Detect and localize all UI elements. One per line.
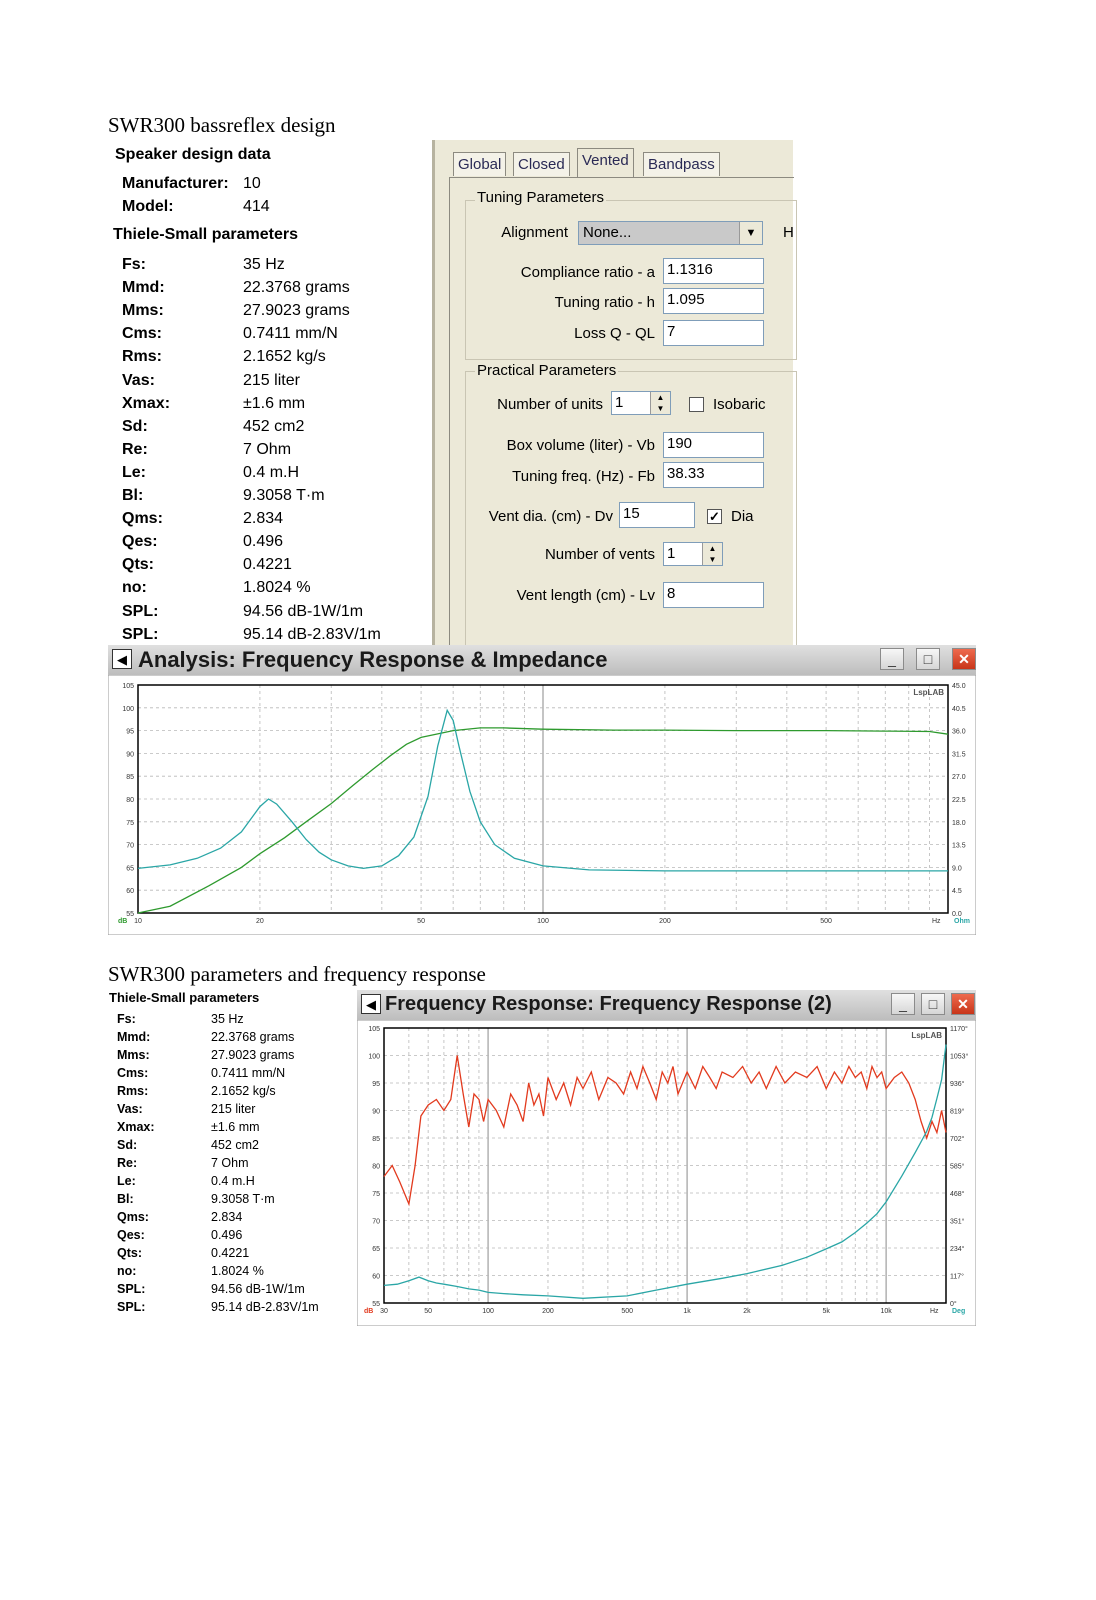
param-value: 27.9023 grams [243, 302, 350, 320]
y2-tick-label: 117° [950, 1273, 964, 1281]
param-value: 9.3058 T·m [211, 1192, 275, 1206]
param-value: 0.4221 [211, 1246, 250, 1260]
param-value: 22.3768 grams [243, 279, 350, 297]
chevron-down-icon[interactable]: ▼ [739, 222, 762, 244]
param-value: 2.834 [243, 510, 284, 528]
y-tick-label: 95 [126, 728, 134, 736]
box-volume-label: Box volume (liter) - Vb [506, 437, 655, 454]
param-label: no: [122, 579, 147, 597]
dia-checkbox[interactable]: ✓ [707, 509, 722, 524]
y-tick-label: 75 [372, 1191, 380, 1198]
param-value: 95.14 dB-2.83V/1m [243, 625, 381, 643]
section1-title: SWR300 bassreflex design [108, 113, 336, 137]
x-tick-label: 10 [134, 918, 142, 925]
loss-q-label: Loss Q - QL [574, 325, 655, 342]
dia-label: Dia [731, 508, 754, 525]
param-label: Le: [122, 463, 146, 481]
y-tick-label: 65 [126, 865, 134, 873]
ts-params-heading-small: Thiele-Small parameters [109, 990, 260, 1005]
param-label: Sd: [122, 417, 148, 435]
param-label: SPL: [117, 1300, 146, 1314]
y2-tick-label: 22.5 [952, 797, 966, 804]
x-tick-label: 30 [380, 1308, 388, 1315]
param-label: Mmd: [122, 279, 165, 297]
model-label: Model: [122, 198, 174, 215]
spinner-down-icon[interactable]: ▼ [650, 403, 670, 414]
chart2-plot [357, 1020, 976, 1326]
x-tick-label: 100 [482, 1308, 494, 1315]
y-tick-label: 55 [372, 1301, 380, 1308]
number-of-vents-value: 1 [667, 545, 676, 562]
param-value: 1.8024 % [211, 1264, 264, 1278]
param-label: Re: [117, 1156, 138, 1170]
y2-unit-label: Deg [952, 1308, 966, 1315]
tab-bandpass[interactable]: Bandpass [643, 152, 720, 176]
param-value: ±1.6 mm [243, 394, 306, 412]
practical-parameters-title: Practical Parameters [477, 362, 617, 379]
y2-tick-label: 702° [950, 1136, 965, 1143]
y2-tick-label: 9.0 [952, 865, 962, 873]
vent-dia-field[interactable]: 15 [619, 502, 695, 528]
alignment-select[interactable] [578, 221, 763, 245]
param-value: 2.1652 kg/s [211, 1084, 276, 1098]
param-label: Bl: [122, 487, 144, 504]
speaker-icon: ◀ [112, 649, 132, 669]
param-label: Cms: [122, 325, 163, 343]
param-value: 452 cm2 [211, 1138, 259, 1152]
maximize-icon[interactable]: □ [916, 648, 940, 670]
number-of-vents-label: Number of vents [544, 546, 655, 563]
param-label: Qes: [122, 533, 158, 551]
param-label: Qts: [122, 556, 154, 574]
param-value: 0.7411 mm/N [243, 325, 338, 343]
ts-params-heading: Thiele-Small parameters [113, 226, 298, 243]
param-value: 9.3058 T·m [243, 487, 325, 504]
y-unit-label: dB [118, 918, 128, 925]
minimize-icon[interactable]: _ [880, 648, 904, 670]
param-value: 22.3768 grams [211, 1030, 295, 1044]
param-label: Qms: [122, 510, 163, 528]
y-tick-label: 60 [126, 888, 134, 896]
compliance-ratio-field[interactable]: 1.1316 [663, 258, 764, 284]
manufacturer-value: 10 [243, 175, 261, 192]
y2-tick-label: 36.0 [952, 728, 966, 736]
tuning-ratio-field[interactable]: 1.095 [663, 288, 764, 314]
chart2-title: Frequency Response: Frequency Response (2) [385, 993, 832, 1015]
param-label: Qms: [117, 1210, 149, 1224]
x-tick-label: 2k [743, 1308, 751, 1315]
y2-tick-label: 31.5 [952, 751, 966, 759]
y-tick-label: 100 [368, 1053, 380, 1061]
y2-tick-label: 468° [950, 1191, 965, 1198]
x-tick-label: 200 [659, 918, 671, 925]
param-label: Fs: [117, 1012, 136, 1026]
y2-tick-label: 1170° [950, 1026, 968, 1033]
param-value: 35 Hz [211, 1012, 244, 1026]
x-tick-label: 10k [880, 1308, 892, 1315]
chart-background [357, 1020, 976, 1326]
param-value: ±1.6 mm [211, 1120, 260, 1134]
param-label: Mms: [117, 1048, 150, 1062]
y-tick-label: 105 [368, 1026, 380, 1033]
x-unit-label: Hz [930, 1308, 939, 1315]
minimize-icon[interactable]: _ [891, 993, 915, 1015]
param-label: Fs: [122, 256, 146, 273]
y2-tick-label: 4.5 [952, 888, 962, 896]
y2-tick-label: 27.0 [952, 774, 966, 782]
x-tick-label: 50 [424, 1308, 433, 1315]
tab-global[interactable]: Global [453, 152, 506, 176]
param-value: 7 Ohm [211, 1156, 249, 1170]
param-value: 1.8024 % [243, 579, 311, 597]
param-value: 452 cm2 [243, 417, 305, 435]
param-label: Mmd: [117, 1030, 151, 1044]
y2-tick-label: 0° [950, 1301, 957, 1308]
box-volume-field[interactable]: 190 [663, 432, 764, 458]
y2-tick-label: 0.0 [952, 911, 962, 918]
param-value: 35 Hz [243, 256, 285, 273]
y-tick-label: 75 [126, 819, 134, 827]
y-tick-label: 90 [372, 1108, 380, 1116]
number-of-vents-spinner[interactable] [663, 542, 723, 566]
y-tick-label: 95 [372, 1081, 380, 1088]
vent-length-label: Vent length (cm) - Lv [516, 587, 655, 604]
param-value: 2.834 [211, 1210, 243, 1224]
y2-tick-label: 1053° [950, 1053, 969, 1061]
param-value: 0.496 [243, 533, 284, 551]
param-value: 94.56 dB-1W/1m [211, 1282, 305, 1296]
x-tick-label: 20 [256, 918, 264, 925]
y-tick-label: 60 [372, 1273, 380, 1281]
param-label: Le: [117, 1174, 136, 1188]
y-tick-label: 65 [372, 1246, 380, 1253]
y2-unit-label: Ohm [954, 918, 970, 925]
y-tick-label: 80 [126, 797, 134, 804]
x-unit-label: Hz [932, 918, 941, 925]
param-label: SPL: [122, 625, 159, 643]
y2-tick-label: 351° [950, 1218, 965, 1226]
tab-vented[interactable]: Vented [577, 148, 634, 178]
y-tick-label: 105 [122, 683, 134, 690]
alignment-value: None... [583, 224, 632, 241]
param-label: Sd: [117, 1138, 138, 1152]
param-label: Bl: [117, 1192, 134, 1206]
y2-tick-label: 40.5 [952, 705, 966, 713]
y-tick-label: 70 [372, 1218, 380, 1226]
y-tick-label: 100 [122, 705, 134, 713]
manufacturer-label: Manufacturer: [122, 175, 229, 192]
y-tick-label: 80 [372, 1163, 380, 1171]
vent-dia-label: Vent dia. (cm) - Dv [488, 508, 613, 525]
x-tick-label: 5k [822, 1308, 830, 1315]
isobaric-label: Isobaric [713, 396, 766, 413]
param-label: Re: [122, 440, 148, 458]
chart1-titlebar[interactable] [108, 645, 976, 675]
param-value: 215 liter [243, 371, 300, 389]
chart1-title: Analysis: Frequency Response & Impedance [138, 647, 608, 672]
x-tick-label: 100 [537, 918, 549, 925]
chart2-titlebar[interactable] [357, 990, 976, 1020]
chart-background [108, 675, 976, 935]
close-icon[interactable]: ✕ [952, 648, 976, 670]
param-value: 94.56 dB-1W/1m [243, 602, 364, 620]
x-tick-label: 1k [683, 1308, 691, 1315]
y2-tick-label: 234° [950, 1246, 965, 1253]
param-label: Vas: [117, 1102, 143, 1116]
compliance-ratio-label: Compliance ratio - a [520, 264, 655, 281]
chart1-plot [108, 675, 976, 935]
param-value: 215 liter [211, 1102, 256, 1116]
tuning-freq-label: Tuning freq. (Hz) - Fb [512, 468, 655, 485]
y2-tick-label: 13.5 [952, 842, 966, 850]
param-label: Mms: [122, 302, 164, 320]
param-label: Xmax: [122, 394, 171, 412]
x-tick-label: 500 [621, 1308, 634, 1315]
watermark-label: LspLAB [913, 688, 944, 697]
isobaric-checkbox[interactable] [689, 397, 704, 412]
loss-q-field[interactable]: 7 [663, 320, 764, 346]
param-value: 27.9023 grams [211, 1048, 295, 1062]
param-value: 95.14 dB-2.83V/1m [211, 1300, 319, 1314]
side-letter: H [783, 224, 794, 241]
param-value: 7 Ohm [243, 440, 292, 458]
tuning-parameters-title: Tuning Parameters [477, 189, 605, 206]
param-value: 0.496 [211, 1228, 243, 1242]
x-tick-label: 500 [820, 918, 832, 925]
param-label: Qts: [117, 1246, 142, 1260]
param-value: 0.4 m.H [211, 1174, 255, 1188]
tab-closed[interactable]: Closed [513, 152, 570, 176]
param-label: Cms: [117, 1066, 149, 1080]
section2-title: SWR300 parameters and frequency response [108, 962, 486, 986]
param-label: Rms: [122, 348, 163, 366]
y-tick-label: 90 [126, 751, 134, 759]
param-value: 2.1652 kg/s [243, 348, 326, 366]
spinner-up-icon[interactable]: ▲ [702, 543, 722, 554]
y-tick-label: 55 [126, 911, 134, 918]
param-label: Xmax: [117, 1120, 155, 1134]
param-value: 0.4 m.H [243, 463, 300, 481]
param-label: Vas: [122, 371, 155, 389]
vent-length-field[interactable]: 8 [663, 582, 764, 608]
box-design-dialog [432, 140, 793, 648]
speaker-icon: ◀ [361, 994, 381, 1014]
watermark-label: LspLAB [911, 1031, 942, 1040]
y2-tick-label: 585° [950, 1163, 965, 1171]
y-unit-label: dB [364, 1308, 374, 1315]
x-tick-label: 50 [417, 918, 425, 925]
param-label: SPL: [117, 1282, 146, 1296]
param-label: Qes: [117, 1228, 145, 1242]
speaker-design-heading: Speaker design data [115, 146, 271, 163]
y-tick-label: 85 [126, 774, 134, 782]
model-value: 414 [243, 198, 270, 215]
y2-tick-label: 45.0 [952, 683, 966, 690]
y2-tick-label: 18.0 [952, 819, 966, 827]
y-tick-label: 85 [372, 1136, 380, 1143]
x-tick-label: 200 [542, 1308, 554, 1315]
number-of-units-label: Number of units [497, 396, 603, 413]
param-label: no: [117, 1264, 137, 1278]
alignment-label: Alignment [501, 224, 568, 241]
y2-tick-label: 819° [950, 1108, 965, 1116]
close-icon[interactable]: ✕ [951, 993, 975, 1015]
y2-tick-label: 936° [950, 1081, 965, 1088]
spinner-down-icon[interactable]: ▼ [702, 554, 722, 565]
param-value: 0.4221 [243, 556, 292, 574]
param-value: 0.7411 mm/N [211, 1066, 286, 1080]
param-label: SPL: [122, 602, 159, 620]
maximize-icon[interactable]: □ [921, 993, 945, 1015]
tuning-ratio-label: Tuning ratio - h [554, 294, 655, 311]
tuning-freq-field[interactable]: 38.33 [663, 462, 764, 488]
y-tick-label: 70 [126, 842, 134, 850]
number-of-units-spinner[interactable] [611, 391, 671, 415]
number-of-units-value: 1 [615, 394, 624, 411]
spinner-up-icon[interactable]: ▲ [650, 392, 670, 403]
param-label: Rms: [117, 1084, 149, 1098]
